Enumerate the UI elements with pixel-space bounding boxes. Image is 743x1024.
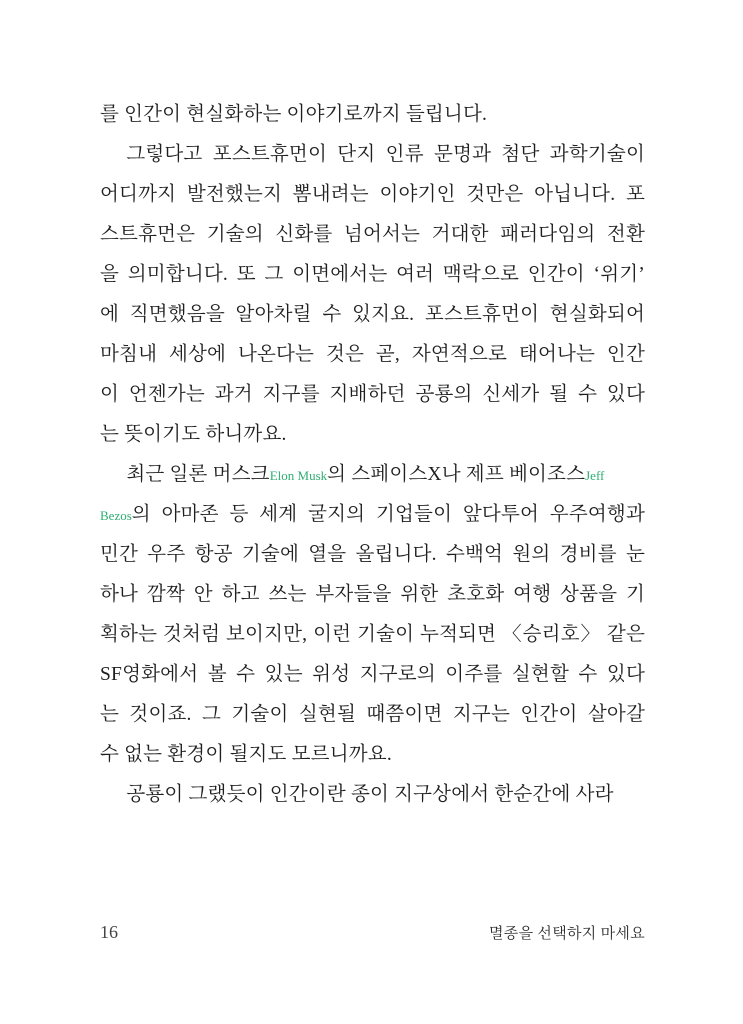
- romanization-annotation: Elon Musk: [269, 468, 328, 483]
- body-text-segment: 민간 우주 항공 기술에 열을 올립니다. 수백억 원의 경비를 눈: [100, 544, 645, 565]
- body-text-segment: 그렇다고 포스트휴먼이 단지 인류 문명과 첨단 과학기술이: [126, 144, 645, 165]
- body-text-segment: 에 직면했음을 알아차릴 수 있지요. 포스트휴먼이 현실화되어: [100, 304, 645, 325]
- text-line: [100, 415, 645, 455]
- page-footer: [100, 922, 645, 943]
- text-line: [100, 295, 645, 335]
- body-text-segment: 를 인간이 현실화하는 이야기로까지 들립니다.: [100, 104, 488, 125]
- text-line: [100, 735, 645, 775]
- text-line: [100, 175, 645, 215]
- text-line: [100, 135, 645, 175]
- body-text-segment: 의 아마존 등 세계 굴지의 기업들이 앞다투어 우주여행과: [131, 504, 645, 525]
- text-line: [100, 455, 645, 495]
- text-line: [100, 615, 645, 655]
- running-title: 멸종을 선택하지 마세요: [488, 926, 645, 942]
- body-text-segment: 어디까지 발전했는지 뽐내려는 이야기인 것만은 아닙니다. 포: [100, 184, 645, 205]
- body-text: [100, 95, 645, 815]
- page-number: 16: [100, 922, 118, 942]
- text-line: [100, 535, 645, 575]
- text-line: [100, 655, 645, 695]
- romanization-annotation: Jeff: [585, 468, 605, 483]
- body-text-segment: 공룡이 그랬듯이 인간이란 종이 지구상에서 한순간에 사라: [126, 784, 614, 805]
- body-text-segment: 을 의미합니다. 또 그 이면에서는 여러 맥락으로 인간이 ‘위기’: [100, 264, 645, 285]
- body-text-segment: 최근 일론 머스크: [126, 464, 270, 485]
- text-line: [100, 255, 645, 295]
- body-text-segment: 의 스페이스X나 제프 베이조스: [327, 464, 586, 485]
- romanization-annotation: Bezos: [100, 508, 132, 523]
- body-text-segment: 하나 깜짝 안 하고 쓰는 부자들을 위한 초호화 여행 상품을 기: [100, 584, 645, 605]
- text-line: [100, 575, 645, 615]
- text-line: [100, 695, 645, 735]
- body-text-segment: 마침내 세상에 나온다는 것은 곧, 자연적으로 태어나는 인간: [100, 344, 645, 365]
- body-text-segment: 는 뜻이기도 하니까요.: [100, 424, 287, 445]
- text-line: [100, 495, 645, 535]
- text-line: [100, 375, 645, 415]
- body-text-segment: 는 것이죠. 그 기술이 실현될 때쯤이면 지구는 인간이 살아갈: [100, 704, 645, 725]
- body-text-segment: 이 언젠가는 과거 지구를 지배하던 공룡의 신세가 될 수 있다: [100, 384, 645, 405]
- text-line: [100, 335, 645, 375]
- text-line: [100, 775, 645, 815]
- body-text-segment: SF영화에서 볼 수 있는 위성 지구로의 이주를 실현할 수 있다: [100, 664, 645, 685]
- body-text-segment: 스트휴먼은 기술의 신화를 넘어서는 거대한 패러다임의 전환: [100, 224, 645, 245]
- text-line: [100, 95, 645, 135]
- text-line: [100, 215, 645, 255]
- body-text-segment: 획하는 것처럼 보이지만, 이런 기술이 누적되면 〈승리호〉 같은: [100, 624, 645, 645]
- body-text-segment: 수 없는 환경이 될지도 모르니까요.: [100, 744, 392, 765]
